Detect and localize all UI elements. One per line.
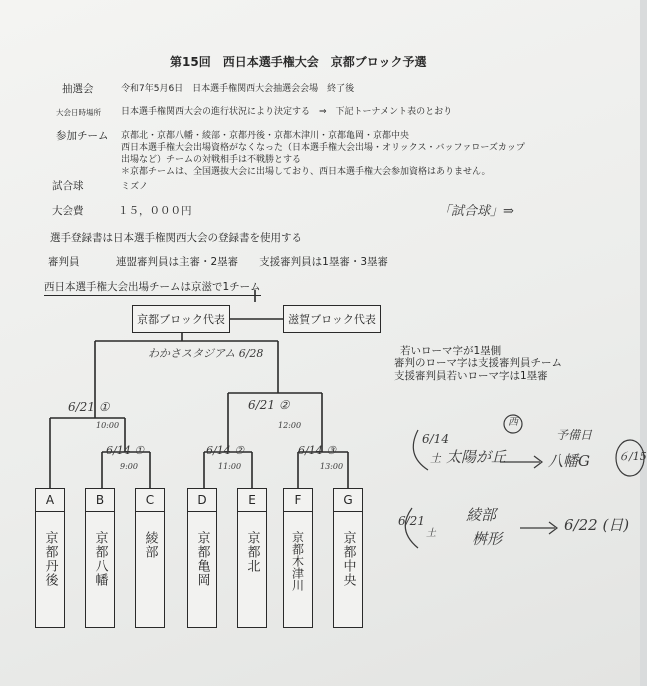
team-name: 京都八幡 [92, 531, 108, 587]
side1-venue: 太陽が丘 [446, 448, 507, 466]
round1-de: 6/14 ② [206, 444, 245, 457]
margin-note: 「試合球」⇒ [438, 204, 514, 219]
team-column [237, 488, 267, 628]
note-line-3: 支援審判員若いローマ字は1塁審 [394, 370, 548, 382]
round1-bc-time: 9:00 [120, 462, 138, 471]
ball-label: 試合球 [52, 180, 84, 192]
team-name: 京都丹後 [42, 531, 58, 587]
schedule-label: 大会日時場所 [56, 108, 101, 117]
round1-fg-time: 13:00 [320, 462, 344, 471]
match-left-time: 10:00 [96, 421, 120, 430]
teams-line-3: 出場など）チームの対戦相手は不戦勝とする [121, 155, 302, 165]
lottery-label: 抽選会 [62, 83, 94, 95]
umpire-label: 審判員 [48, 256, 80, 268]
team-code: E [238, 489, 266, 512]
teams-line-2: 西日本選手権大会出場資格がなくなった（日本選手権大会出場・オリックス・バッファローズカップ [121, 143, 525, 153]
shiga-block-rep-box: 滋賀ブロック代表 [283, 305, 381, 333]
team-column [135, 488, 165, 628]
note-line-2: 審判のローマ字は支援審判員チーム [394, 357, 562, 369]
team-code: D [188, 489, 216, 512]
team-name: 京都亀岡 [194, 531, 210, 587]
match-right: 6/21 ② [248, 398, 290, 412]
team-column [85, 488, 115, 628]
team-column [187, 488, 217, 628]
team-code: G [334, 489, 362, 512]
team-name: 京都中央 [340, 531, 356, 587]
side1-dest: 八幡G [548, 452, 590, 470]
fee-label: 大会費 [52, 205, 84, 217]
team-column [283, 488, 313, 628]
registration-note: 選手登録書は日本選手権関西大会の登録書を使用する [50, 232, 302, 244]
teams-line-1: 京都北・京都八幡・綾部・京都丹後・京都木津川・京都亀岡・京都中央 [121, 131, 410, 141]
teams-line-4: ＊京都チームは、全国選抜大会に出場しており、西日本選手権大会参加資格はありません。 [121, 167, 491, 177]
team-code: B [86, 489, 114, 512]
side2-day: 土 [426, 528, 436, 539]
ball-value: ミズノ [121, 182, 149, 192]
side1-date: 6/14 [422, 432, 449, 446]
match-left: 6/21 ① [68, 400, 110, 414]
side1-day: 土 [430, 452, 441, 465]
lottery-value: 令和7年5月6日 日本選手権関西大会抽選会会場 終了後 [121, 84, 355, 94]
page-title: 第15回 西日本選手権大会 京都ブロック予選 [170, 55, 427, 69]
note-line-1: 若いローマ字が1塁側 [400, 345, 502, 357]
side2-date: 6/21 [398, 514, 425, 528]
team-code: F [284, 489, 312, 512]
side2-team-a: 綾部 [466, 506, 497, 524]
team-name: 京都北 [244, 531, 260, 573]
side1-dest-top: 予備日 [556, 428, 593, 442]
kyoto-block-rep-box: 京都ブロック代表 [132, 305, 230, 333]
qualify-note: 西日本選手権大会出場チームは京滋で1チーム [44, 281, 261, 296]
side2-dest: 6/22 (日) [564, 516, 630, 534]
team-code: A [36, 489, 64, 512]
side2-team-b: 桝形 [472, 530, 503, 548]
team-name: 京都木津川 [290, 531, 305, 591]
team-column [35, 488, 65, 628]
side1-circled: ６/15 [618, 450, 647, 463]
team-name: 綾部 [142, 531, 158, 559]
schedule-value: 日本選手権関西大会の進行状況により決定する ⇒ 下記トーナメント表のとおり [121, 107, 453, 117]
side1-circle-mark: 西 [508, 417, 518, 428]
umpire-value: 連盟審判員は主審・2塁審 支援審判員は1塁審・3塁審 [116, 256, 389, 268]
round1-de-time: 11:00 [218, 462, 242, 471]
team-column [333, 488, 363, 628]
match-right-time: 12:00 [278, 421, 302, 430]
fee-value: １５，０００円 [118, 205, 192, 217]
venue-top: わかさスタジアム 6/28 [148, 347, 264, 360]
round1-bc: 6/14 ① [106, 444, 145, 457]
team-code: C [136, 489, 164, 512]
teams-label: 参加チーム [56, 130, 109, 142]
round1-fg: 6/14 ③ [298, 444, 337, 457]
